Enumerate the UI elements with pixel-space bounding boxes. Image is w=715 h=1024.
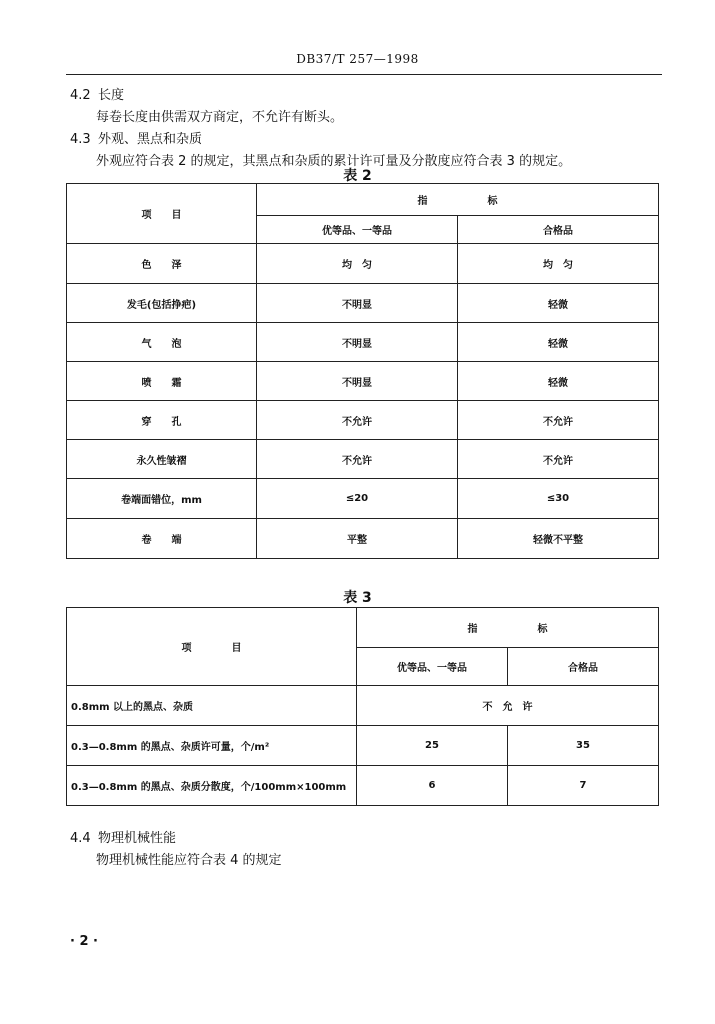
row-item: 卷端面错位，mm (67, 479, 257, 519)
row-grade2-value: 7 (508, 766, 659, 806)
row-grade1-value: 不明显 (257, 362, 458, 401)
page-number: · 2 · (70, 934, 98, 949)
row-grade1-value: 平整 (257, 519, 458, 559)
table-2-header-grade1: 优等品、一等品 (257, 216, 458, 244)
table-row (67, 519, 659, 559)
section-title: 长度 (98, 88, 125, 103)
table-2 (66, 183, 659, 559)
table-row (67, 440, 659, 479)
section-4-3-heading (70, 128, 202, 147)
table-3-header-grade2: 合格品 (508, 648, 659, 686)
row-item: 永久性皱褶 (67, 440, 257, 479)
row-grade1-value: 不明显 (257, 323, 458, 362)
table-row (67, 686, 659, 726)
row-item: 0.8mm 以上的黑点、杂质 (67, 686, 357, 726)
row-item: 0.3—0.8mm 的黑点、杂质许可量，个/m² (67, 726, 357, 766)
table-row (67, 766, 659, 806)
row-grade1-value: 不允许 (257, 401, 458, 440)
row-grade2-value: 轻微 (458, 284, 659, 323)
table-row (67, 362, 659, 401)
row-grade2-value: 轻微不平整 (458, 519, 659, 559)
row-grade1-value: 6 (357, 766, 508, 806)
row-grade1-value: 不允许 (257, 440, 458, 479)
section-4-2-body: 每卷长度由供需双方商定，不允许有断头。 (96, 110, 344, 125)
section-number: 4.3 (70, 132, 91, 147)
section-title: 外观、黑点和杂质 (98, 132, 203, 147)
section-4-4-body: 物理机械性能应符合表 4 的规定 (96, 853, 282, 868)
table-3 (66, 607, 659, 806)
row-merged-value: 不 允 许 (357, 686, 659, 726)
section-number: 4.2 (70, 88, 91, 103)
table-row (67, 479, 659, 519)
row-item: 发毛(包括挣疤) (67, 284, 257, 323)
table-3-header-item: 项 目 (67, 608, 357, 686)
row-grade2-value: 均 匀 (458, 244, 659, 284)
table-row (67, 401, 659, 440)
table-row (67, 726, 659, 766)
row-grade2-value: 不允许 (458, 401, 659, 440)
table-row (67, 244, 659, 284)
row-item: 气 泡 (67, 323, 257, 362)
table-3-header-index: 指 标 (357, 608, 659, 648)
row-grade1-value: ≤20 (257, 479, 458, 519)
row-item: 卷 端 (67, 519, 257, 559)
section-number: 4.4 (70, 831, 91, 846)
row-item: 穿 孔 (67, 401, 257, 440)
section-4-2-heading (70, 84, 124, 103)
table-3-caption: 表 3 (343, 590, 372, 606)
row-item: 0.3—0.8mm 的黑点、杂质分散度，个/100mm×100mm (67, 766, 357, 806)
table-2-caption: 表 2 (343, 168, 372, 184)
row-grade1-value: 均 匀 (257, 244, 458, 284)
row-item: 色 泽 (67, 244, 257, 284)
section-4-4-heading (70, 827, 176, 846)
row-grade1-value: 25 (357, 726, 508, 766)
table-2-header-grade2: 合格品 (458, 216, 659, 244)
row-grade1-value: 不明显 (257, 284, 458, 323)
table-row (67, 284, 659, 323)
row-grade2-value: ≤30 (458, 479, 659, 519)
table-row (67, 323, 659, 362)
table-2-header-item: 项 目 (67, 184, 257, 244)
document-header-code: DB37/T 257—1998 (296, 52, 419, 66)
row-grade2-value: 不允许 (458, 440, 659, 479)
row-item: 喷 霜 (67, 362, 257, 401)
row-grade2-value: 轻微 (458, 323, 659, 362)
row-grade2-value: 轻微 (458, 362, 659, 401)
header-rule (66, 74, 662, 75)
table-3-header-grade1: 优等品、一等品 (357, 648, 508, 686)
section-4-3-body: 外观应符合表 2 的规定，其黑点和杂质的累计许可量及分散度应符合表 3 的规定。 (96, 154, 572, 169)
section-title: 物理机械性能 (98, 831, 177, 846)
table-2-header-index: 指 标 (257, 184, 659, 216)
row-grade2-value: 35 (508, 726, 659, 766)
